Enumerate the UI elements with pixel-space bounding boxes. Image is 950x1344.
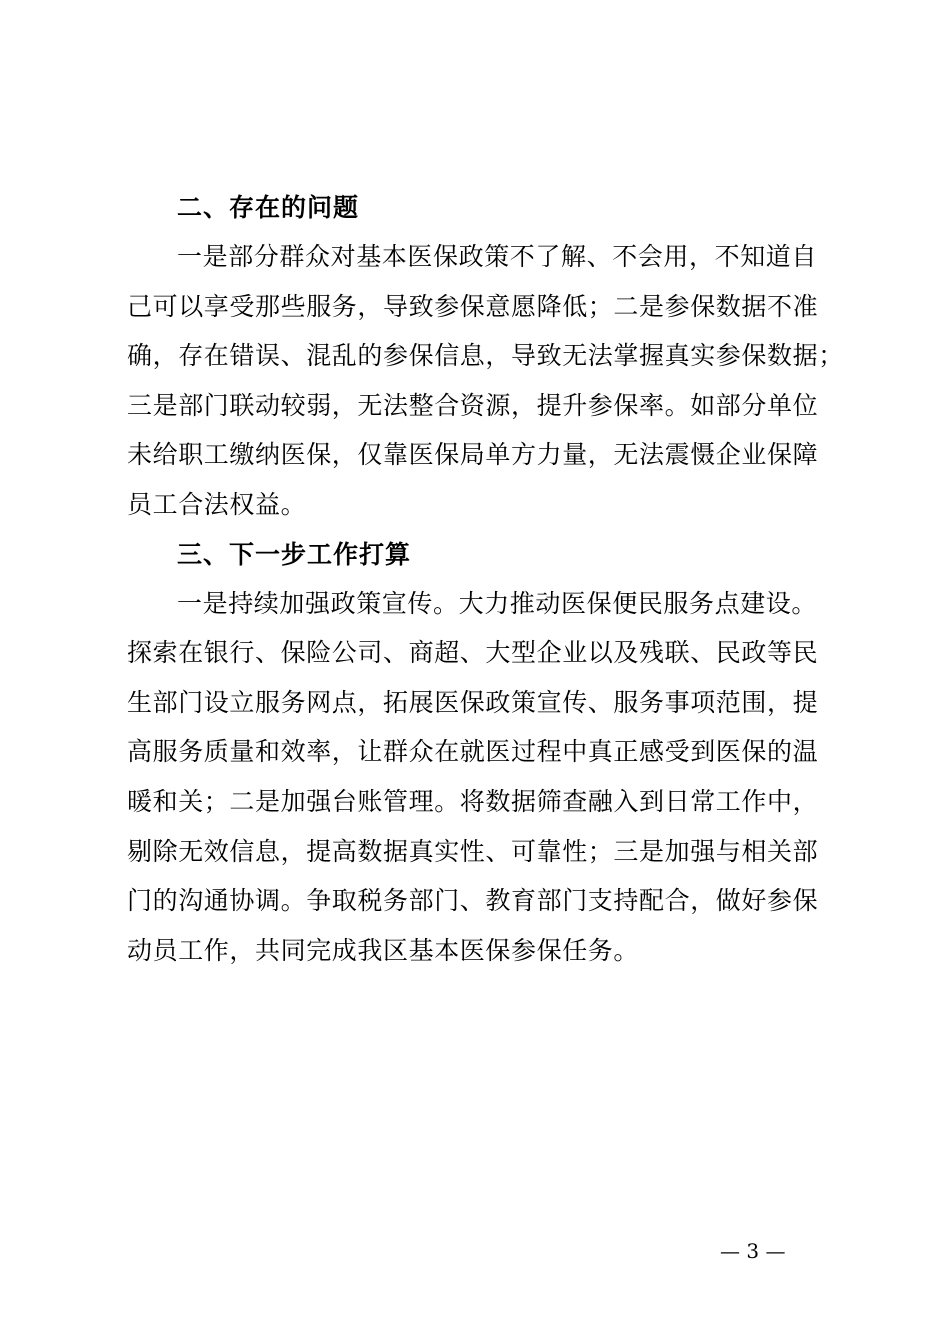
page-number: — 3 —	[720, 1239, 786, 1263]
section-2-heading: 二、存在的问题	[177, 193, 360, 222]
section-2-paragraph	[127, 232, 867, 530]
document-body	[127, 183, 867, 975]
paragraph-line: 员工合法权益。	[127, 489, 307, 519]
paragraph-line: 动员工作，共同完成我区基本医保参保任务。	[127, 935, 640, 965]
paragraph-line: 己可以享受那些服务，导致参保意愿降低；二是参保数据不准	[127, 291, 819, 321]
paragraph-line: 一是部分群众对基本医保政策不了解、不会用，不知道自	[177, 242, 818, 271]
paragraph-line: 高服务质量和效率，让群众在就医过程中真正感受到医保的温	[127, 737, 819, 767]
paragraph-line: 剔除无效信息，提高数据真实性、可靠性；三是加强与相关部	[127, 836, 819, 866]
paragraph-line: 三是部门联动较弱，无法整合资源，提升参保率。如部分单位	[127, 390, 819, 420]
paragraph-line: 生部门设立服务网点，拓展医保政策宣传、服务事项范围，提	[127, 687, 819, 717]
paragraph-line: 暖和关；二是加强台账管理。将数据筛查融入到日常工作中，	[127, 786, 819, 816]
paragraph-line: 一是持续加强政策宣传。大力推动医保便民服务点建设。	[177, 588, 818, 618]
paragraph-line: 确，存在错误、混乱的参保信息，导致无法掌握真实参保数据；	[127, 341, 844, 371]
section-3-heading: 三、下一步工作打算	[177, 539, 412, 569]
paragraph-line: 探索在银行、保险公司、商超、大型企业以及残联、民政等民	[127, 638, 819, 668]
section-3-paragraph	[127, 579, 867, 976]
paragraph-line: 未给职工缴纳医保，仅靠医保局单方力量，无法震慑企业保障	[127, 440, 819, 470]
paragraph-line: 门的沟通协调。争取税务部门、教育部门支持配合，做好参保	[127, 886, 819, 916]
